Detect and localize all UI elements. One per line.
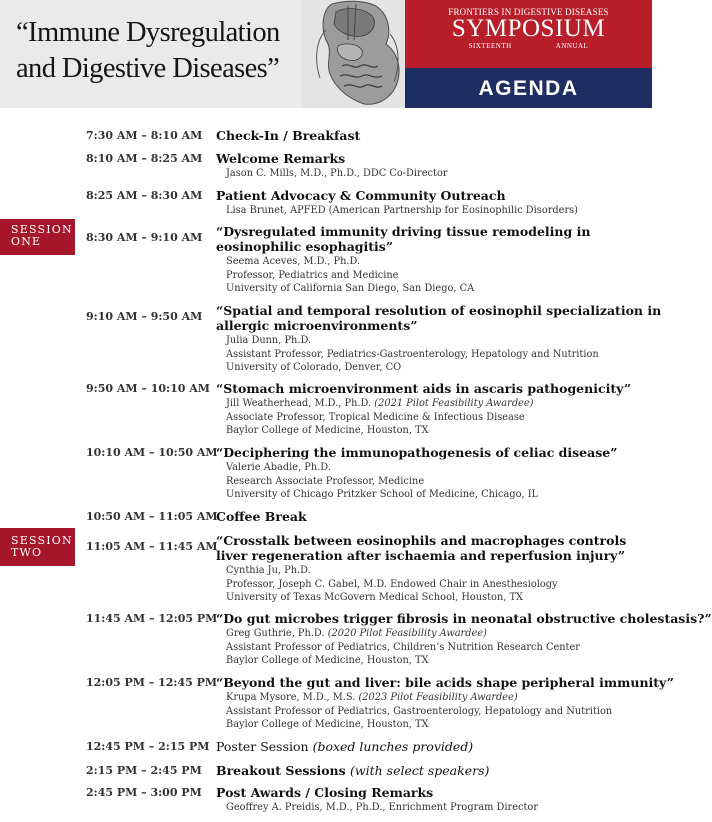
event-title-line-2: and Digestive Diseases” [16, 53, 280, 84]
agenda-time: 12:05 PM – 12:45 PM [86, 676, 218, 689]
agenda-title-continued: liver regeneration after ischaemia and reperfusion injury” [216, 548, 626, 563]
award-note: (2023 Pilot Feasibility Awardee) [358, 692, 518, 703]
speaker-affiliation: Baylor College of Medicine, Houston, TX [226, 655, 429, 666]
speaker-name-line [226, 397, 534, 411]
agenda-time: 11:45 AM – 12:05 PM [86, 612, 218, 625]
award-note: (2021 Pilot Feasibility Awardee) [374, 398, 534, 409]
agenda-title-note: (with select speakers) [350, 763, 490, 778]
agenda-time: 10:50 AM – 11:05 AM [86, 510, 218, 523]
speaker-name-line [226, 627, 487, 641]
award-note: (2020 Pilot Feasibility Awardee) [327, 628, 487, 639]
agenda-title: “Beyond the gut and liver: bile acids shape peripheral immunity” [216, 675, 674, 690]
agenda-time: 2:45 PM – 3:00 PM [86, 786, 202, 799]
agenda-time: 12:45 PM – 2:15 PM [86, 740, 210, 753]
speaker-name: Jason C. Mills, M.D., Ph.D., DDC Co-Director [226, 168, 448, 179]
speaker-name: Greg Guthrie, Ph.D. [226, 628, 325, 639]
edition-annual: ANNUAL [555, 42, 589, 50]
speaker-name: Lisa Brunet, APFED (American Partnership for Eosinophilic Disorders) [226, 205, 579, 216]
speaker-position: Professor, Joseph C. Gabel, M.D. Endowed Chair in Anesthesiology [226, 578, 558, 590]
speaker-position: Assistant Professor of Pediatrics, Children’s Nutrition Research Center [226, 641, 580, 653]
agenda-title: Breakout Sessions [216, 763, 346, 778]
agenda-title: Welcome Remarks [216, 151, 346, 166]
speaker-name: Cynthia Ju, Ph.D. [226, 565, 311, 576]
speaker-name-line [226, 691, 518, 705]
agenda-title: Poster Session [216, 739, 309, 754]
agenda-title-line [216, 739, 473, 754]
agenda-title: “Spatial and temporal resolution of eosinophil specialization in [216, 303, 662, 318]
speaker-affiliation: University of California San Diego, San Diego, CA [226, 283, 475, 294]
speaker-name: Krupa Mysore, M.D., M.S. [226, 692, 356, 703]
agenda-title: “Do gut microbes trigger fibrosis in neonatal obstructive cholestasis?” [216, 611, 712, 626]
speaker-name: Geoffrey A. Preidis, M.D., Ph.D., Enrichment Program Director [226, 802, 539, 813]
speaker-name: Julia Dunn, Ph.D. [226, 335, 312, 346]
edition-ordinal: SIXTEENTH [468, 42, 512, 50]
speaker-position: Professor, Pediatrics and Medicine [226, 269, 399, 281]
agenda-time: 9:50 AM – 10:10 AM [86, 382, 210, 395]
session-two-tag: SESSION TWO [0, 528, 75, 566]
event-title-line-1: “Immune Dysregulation [16, 17, 280, 48]
agenda-title: “Dysregulated immunity driving tissue remodeling in [216, 224, 591, 239]
agenda-title-note: (boxed lunches provided) [312, 739, 474, 754]
speaker-affiliation: University of Colorado, Denver, CO [226, 362, 402, 373]
agenda-title: “Stomach microenvironment aids in ascaris pathogenicity” [216, 381, 632, 396]
speaker-name: Valerie Abadie, Ph.D. [226, 462, 331, 473]
speaker-affiliation: Baylor College of Medicine, Houston, TX [226, 425, 429, 436]
agenda-title: Post Awards / Closing Remarks [216, 785, 434, 800]
speaker-affiliation: University of Chicago Pritzker School of Medicine, Chicago, IL [226, 489, 539, 500]
digestive-system-illustration [302, 0, 406, 108]
agenda-time: 11:05 AM – 11:45 AM [86, 540, 218, 553]
agenda-time: 8:25 AM – 8:30 AM [86, 189, 203, 202]
agenda-time: 8:30 AM – 9:10 AM [86, 231, 203, 244]
series-name: FRONTIERS IN DIGESTIVE DISEASES [448, 7, 609, 17]
speaker-position: Assistant Professor, Pediatrics-Gastroenterology, Hepatology and Nutrition [226, 348, 599, 360]
speaker-name: Jill Weatherhead, M.D., Ph.D. [226, 398, 372, 409]
speaker-affiliation: University of Texas McGovern Medical School, Houston, TX [226, 592, 523, 603]
agenda-header [0, 0, 652, 108]
agenda-title: “Crosstalk between eosinophils and macrophages controls [216, 533, 627, 548]
agenda-time: 10:10 AM – 10:50 AM [86, 446, 218, 459]
agenda-title: Check-In / Breakfast [216, 128, 361, 143]
session-one-tag: SESSION ONE [0, 219, 75, 255]
agenda-heading: AGENDA [478, 77, 579, 100]
agenda-time: 9:10 AM – 9:50 AM [86, 310, 203, 323]
speaker-affiliation: Baylor College of Medicine, Houston, TX [226, 719, 429, 730]
speaker-position: Associate Professor, Tropical Medicine & Infectious Disease [226, 411, 525, 423]
edition-label [405, 42, 652, 50]
agenda-time: 8:10 AM – 8:25 AM [86, 152, 203, 165]
speaker-position: Assistant Professor of Pediatrics, Gastroenterology, Hepatology and Nutrition [226, 705, 613, 717]
agenda-title-line [216, 763, 489, 778]
agenda-title: Patient Advocacy & Community Outreach [216, 188, 506, 203]
agenda-title-continued: allergic microenvironments” [216, 318, 418, 333]
symposium-wordmark: SYMPOSIUM [451, 15, 606, 42]
agenda-time: 2:15 PM – 2:45 PM [86, 764, 202, 777]
speaker-name: Seema Aceves, M.D., Ph.D. [226, 256, 361, 267]
speaker-position: Research Associate Professor, Medicine [226, 475, 425, 487]
agenda-title-continued: eosinophilic esophagitis” [216, 239, 394, 254]
agenda-title: Coffee Break [216, 509, 307, 524]
agenda-time: 7:30 AM – 8:10 AM [86, 129, 203, 142]
agenda-title: “Deciphering the immunopathogenesis of celiac disease” [216, 445, 618, 460]
